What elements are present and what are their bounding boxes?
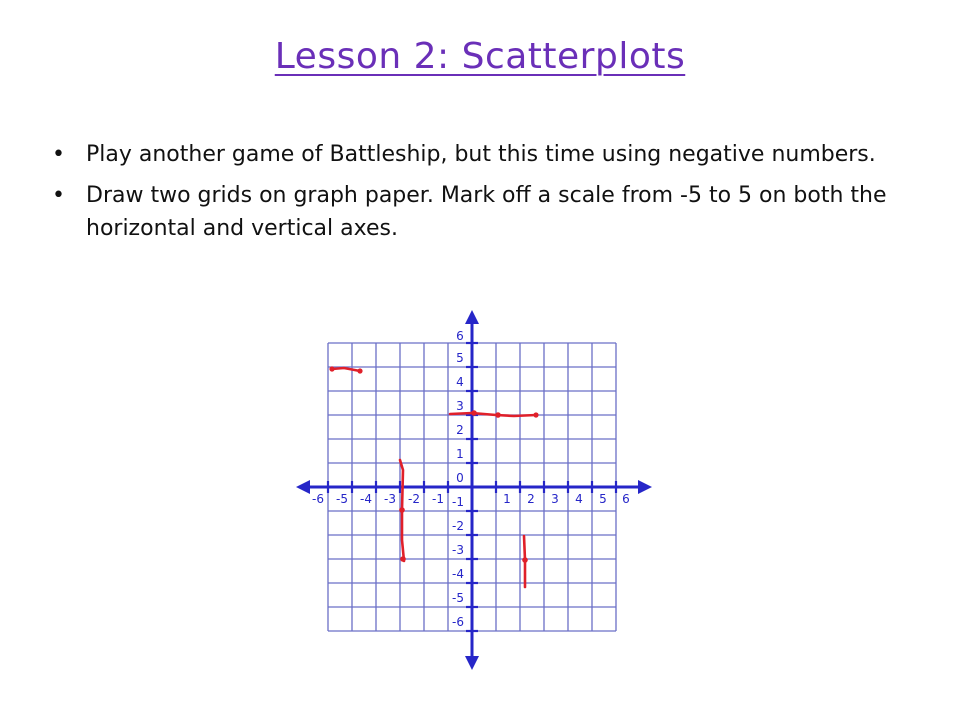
slide-title: Lesson 2: Scatterplots [274, 36, 686, 77]
x-tick-label: 3 [551, 492, 559, 506]
y-tick-label: -5 [452, 591, 464, 605]
x-axis-arrow-left [296, 480, 310, 494]
bullet-dot: • [52, 183, 65, 208]
x-tick-label: -3 [384, 492, 396, 506]
y-axis-labels [452, 329, 464, 629]
y-tick-label: -3 [452, 543, 464, 557]
y-tick-label: 5 [456, 351, 464, 365]
ship-dot [533, 412, 538, 417]
bullet-dot: • [52, 142, 65, 167]
coordinate-grid [296, 310, 666, 670]
bullet-text: Draw two grids on graph paper. Mark off a scale from -5 to 5 on both the horizontal and vertical axes. [86, 183, 887, 241]
axes [296, 310, 652, 670]
y-tick-label: 4 [456, 375, 464, 389]
ship-dot [399, 507, 405, 513]
ship-dot [400, 556, 406, 562]
x-tick-label: -2 [408, 492, 420, 506]
y-tick-label: 3 [456, 399, 464, 413]
x-tick-label: 5 [599, 492, 607, 506]
ship-top-left [332, 368, 360, 371]
y-tick-label: 0 [456, 471, 464, 485]
x-axis-arrow-right [638, 480, 652, 494]
y-tick-label: 2 [456, 423, 464, 437]
x-tick-label: -5 [336, 492, 348, 506]
ship-dot [495, 412, 501, 418]
ship-marks [329, 366, 538, 587]
ship-dot [471, 410, 477, 416]
y-tick-label: -6 [452, 615, 464, 629]
x-tick-label: 1 [503, 492, 511, 506]
ship-dot [357, 368, 362, 373]
y-axis-arrow-up [465, 310, 479, 324]
x-tick-label: 2 [527, 492, 535, 506]
bullet-item [48, 179, 888, 245]
y-tick-label: -1 [452, 495, 464, 509]
y-tick-label: -2 [452, 519, 464, 533]
x-tick-label: 6 [622, 492, 630, 506]
bullet-text: Play another game of Battleship, but this time using negative numbers. [86, 142, 876, 167]
ship-dot [522, 557, 528, 563]
bullet-list [48, 138, 888, 253]
bullet-item [48, 138, 888, 171]
x-tick-label: -4 [360, 492, 372, 506]
y-tick-label: -4 [452, 567, 464, 581]
x-tick-label: 4 [575, 492, 583, 506]
y-tick-label: 1 [456, 447, 464, 461]
ship-dot [329, 366, 334, 371]
x-tick-label: -1 [432, 492, 444, 506]
y-axis-arrow-down [465, 656, 479, 670]
x-tick-label: -6 [312, 492, 324, 506]
y-tick-label: 6 [456, 329, 464, 343]
